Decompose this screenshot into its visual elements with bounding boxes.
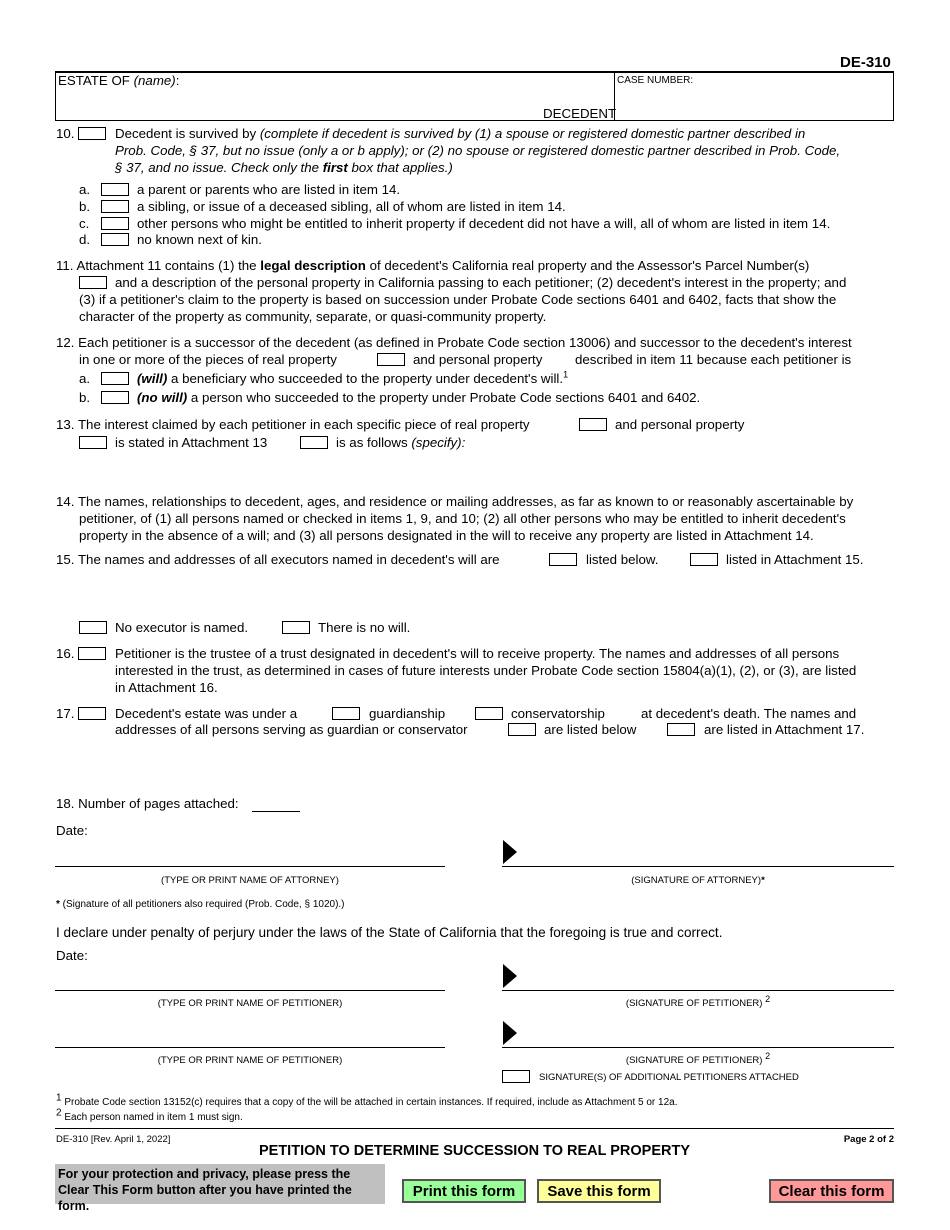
item13-as-follows-checkbox[interactable] <box>300 436 328 449</box>
estate-name-field[interactable] <box>60 88 610 104</box>
item13-line1: 13. The interest claimed by each petitioner in each specific piece of real property <box>56 417 530 432</box>
item10-option-a-checkbox[interactable] <box>101 183 129 196</box>
item13-attachment-label: is stated in Attachment 13 <box>115 435 268 450</box>
item17-conservatorship-label: conservatorship <box>511 706 605 721</box>
petitioner2-name-line[interactable] <box>55 1047 445 1048</box>
item15-names-field[interactable] <box>79 570 889 614</box>
decedent-label: DECEDENT <box>543 106 617 121</box>
item10-option-d-checkbox[interactable] <box>101 233 129 246</box>
item10-option-c-letter: c. <box>79 216 90 231</box>
form-code: DE-310 <box>840 54 891 71</box>
item11-line1: 11. Attachment 11 contains (1) the legal description of decedent's California real property and the Assessor's Parcel Number(s) <box>56 258 810 273</box>
item10-option-d-letter: d. <box>79 232 91 247</box>
petitioner2-signature-caption: (SIGNATURE OF PETITIONER) $^2$ <box>625 1050 771 1066</box>
petitioner-date-label: Date: <box>56 948 88 963</box>
item16-text: Petitioner is the trustee of a trust designated in decedent's will to receive property. The names and addresses of all persons interested in the trust, as determined in cases of future interests under Probate Code section 15804(a)(1), (2), or (3), are listed in Attachment 16. <box>115 646 857 695</box>
item15-no-will-label: There is no will. <box>318 620 411 635</box>
item11-line2: and a description of the personal property in California passing to each petitioner; (2) decedent's interest in the property; and <box>115 275 847 290</box>
save-form-button[interactable]: Save this form <box>537 1179 661 1203</box>
item15-attachment-checkbox[interactable] <box>690 553 718 566</box>
petitioner2-sign-arrow-icon <box>503 1021 517 1045</box>
item17-attachment-label: are listed in Attachment 17. <box>704 722 865 737</box>
item12-line2-described: described in item 11 because each petitioner is <box>575 352 852 367</box>
item10-option-a-text: a parent or parents who are listed in item 14. <box>137 182 401 197</box>
petitioner1-name-caption: (TYPE OR PRINT NAME OF PETITIONER) <box>157 998 343 1009</box>
item13-as-follows-label: is as follows (specify): <box>336 435 466 450</box>
item15-listed-below-label: listed below. <box>586 552 659 567</box>
item10-option-b-checkbox[interactable] <box>101 200 129 213</box>
item14-line2: petitioner, of (1) all persons named or checked in items 1, 9, and 10; (2) all other persons who may be entitled to inherit decedent's <box>79 511 846 526</box>
item11-checkbox[interactable] <box>79 276 107 289</box>
item11-line4: character of the property as community, separate, or quasi-community property. <box>79 309 547 324</box>
item13-personal-checkbox[interactable] <box>579 418 607 431</box>
item12-a-text: (will) a beneficiary who succeeded to the property under decedent's will.$^1$ <box>137 369 569 386</box>
attorney-sign-arrow-icon <box>503 840 517 864</box>
footer-page: Page 2 of 2 <box>843 1134 894 1145</box>
item17-listed-below-checkbox[interactable] <box>508 723 536 736</box>
item17-line2a: addresses of all persons serving as guardian or conservator <box>115 722 468 737</box>
item10-checkbox[interactable] <box>78 127 106 140</box>
attorney-signature-line[interactable] <box>502 866 894 867</box>
item12-a-letter: a. <box>79 371 91 386</box>
item13-attachment-checkbox[interactable] <box>79 436 107 449</box>
estate-label: ESTATE OF (name): <box>58 73 180 88</box>
item10-option-a-letter: a. <box>79 182 91 197</box>
item17-line1d: at decedent's death. The names and <box>641 706 857 721</box>
item14-line3: property in the absence of a will; and (3) all persons designated in the will to receive any property are listed in Attachment 14. <box>79 528 814 543</box>
attorney-name-caption: (TYPE OR PRINT NAME OF ATTORNEY) <box>161 875 339 886</box>
item10-number: 10. <box>56 126 75 141</box>
item10-option-b-text: a sibling, or issue of a deceased sibling, all of whom are listed in item 14. <box>137 199 566 214</box>
additional-petitioners-label: SIGNATURE(S) OF ADDITIONAL PETITIONERS ATTACHED <box>539 1072 799 1083</box>
item17-conservatorship-checkbox[interactable] <box>475 707 503 720</box>
declaration-text: I declare under penalty of perjury under the laws of the State of California that the foregoing is true and correct. <box>56 925 723 940</box>
attorney-name-line[interactable] <box>55 866 445 867</box>
item17-attachment-checkbox[interactable] <box>667 723 695 736</box>
item12-line2-real: in one or more of the pieces of real property <box>79 352 337 367</box>
additional-petitioners-checkbox[interactable] <box>502 1070 530 1083</box>
clear-form-button[interactable]: Clear this form <box>769 1179 894 1203</box>
privacy-notice: For your protection and privacy, please press the Clear This Form button after you have printed the form. <box>55 1164 385 1204</box>
item15-line1: 15. The names and addresses of all executors named in decedent's will are <box>56 552 500 567</box>
item10-option-b-letter: b. <box>79 199 91 214</box>
petitioner1-signature-caption: (SIGNATURE OF PETITIONER) $^2$ <box>625 993 771 1009</box>
footer-revision: DE-310 [Rev. April 1, 2022] <box>56 1134 171 1145</box>
item16-number: 16. <box>56 646 75 661</box>
footer-rule <box>55 1128 894 1129</box>
item11-line3: (3) if a petitioner's claim to the property is based on succession under Probate Code sections 6401 and 6402, facts that show the <box>79 292 837 307</box>
petitioner1-signature-line[interactable] <box>502 990 894 991</box>
item18-pages-field[interactable] <box>252 811 300 812</box>
item15-no-executor-label: No executor is named. <box>115 620 249 635</box>
item12-personal-checkbox[interactable] <box>377 353 405 366</box>
item18-label: 18. Number of pages attached: <box>56 796 239 811</box>
item15-listed-below-checkbox[interactable] <box>549 553 577 566</box>
item10-option-d-text: no known next of kin. <box>137 232 262 247</box>
item17-guardianship-checkbox[interactable] <box>332 707 360 720</box>
item13-specify-field[interactable] <box>79 452 889 488</box>
attorney-date-label: Date: <box>56 823 88 838</box>
case-number-label: CASE NUMBER: <box>617 75 694 86</box>
footer-title: PETITION TO DETERMINE SUCCESSION TO REAL PROPERTY <box>258 1143 691 1159</box>
item12-b-text: (no will) a person who succeeded to the property under Probate Code sections 6401 and 6402. <box>137 390 701 405</box>
item17-guardianship-label: guardianship <box>369 706 446 721</box>
item12-b-checkbox[interactable] <box>101 391 129 404</box>
item17-names-field[interactable] <box>79 740 889 784</box>
item15-attachment-label: listed in Attachment 15. <box>726 552 864 567</box>
item17-checkbox[interactable] <box>78 707 106 720</box>
item17-line1a: Decedent's estate was under a <box>115 706 298 721</box>
item12-b-letter: b. <box>79 390 91 405</box>
attorney-signature-caption: (SIGNATURE OF ATTORNEY)* <box>631 875 765 886</box>
item10-option-c-text: other persons who might be entitled to inherit property if decedent did not have a will, all of whom are listed in item 14. <box>137 216 831 231</box>
item12-line1: 12. Each petitioner is a successor of the decedent (as defined in Probate Code section 13006) and successor to the decedent's interest <box>56 335 852 350</box>
item14-line1: 14. The names, relationships to decedent, ages, and residence or mailing addresses, as far as known to or reasonably ascertainable by <box>56 494 854 509</box>
attorney-footnote: * (Signature of all petitioners also required (Prob. Code, § 1020).) <box>56 899 345 910</box>
petitioner1-sign-arrow-icon <box>503 964 517 988</box>
item16-checkbox[interactable] <box>78 647 106 660</box>
item13-personal-label: and personal property <box>615 417 745 432</box>
item12-a-checkbox[interactable] <box>101 372 129 385</box>
footnote-2: $^2$ Each person named in item 1 must sign. <box>56 1107 243 1123</box>
footnote-1: $^1$ Probate Code section 13152(c) requires that a copy of the will be attached in certain instances. If required, include as Attachment 5 or 12a. <box>56 1092 678 1108</box>
petitioner1-name-line[interactable] <box>55 990 445 991</box>
item10-text: Decedent is survived by (complete if decedent is survived by (1) a spouse or registered domestic partner described in Prob. Code, § 37, but no issue (only a or b apply); or (2) no spouse or registered domestic partner described in Prob. Code, § 37, and no issue. Check only the first box that applies.) <box>115 126 841 175</box>
item17-listed-below-label: are listed below <box>544 722 637 737</box>
petitioner2-signature-line[interactable] <box>502 1047 894 1048</box>
print-form-button[interactable]: Print this form <box>402 1179 526 1203</box>
item17-number: 17. <box>56 706 75 721</box>
item10-option-c-checkbox[interactable] <box>101 217 129 230</box>
case-number-field[interactable] <box>618 88 890 116</box>
item15-no-executor-checkbox[interactable] <box>79 621 107 634</box>
item12-line2-personal: and personal property <box>413 352 543 367</box>
item15-no-will-checkbox[interactable] <box>282 621 310 634</box>
petitioner2-name-caption: (TYPE OR PRINT NAME OF PETITIONER) <box>157 1055 343 1066</box>
